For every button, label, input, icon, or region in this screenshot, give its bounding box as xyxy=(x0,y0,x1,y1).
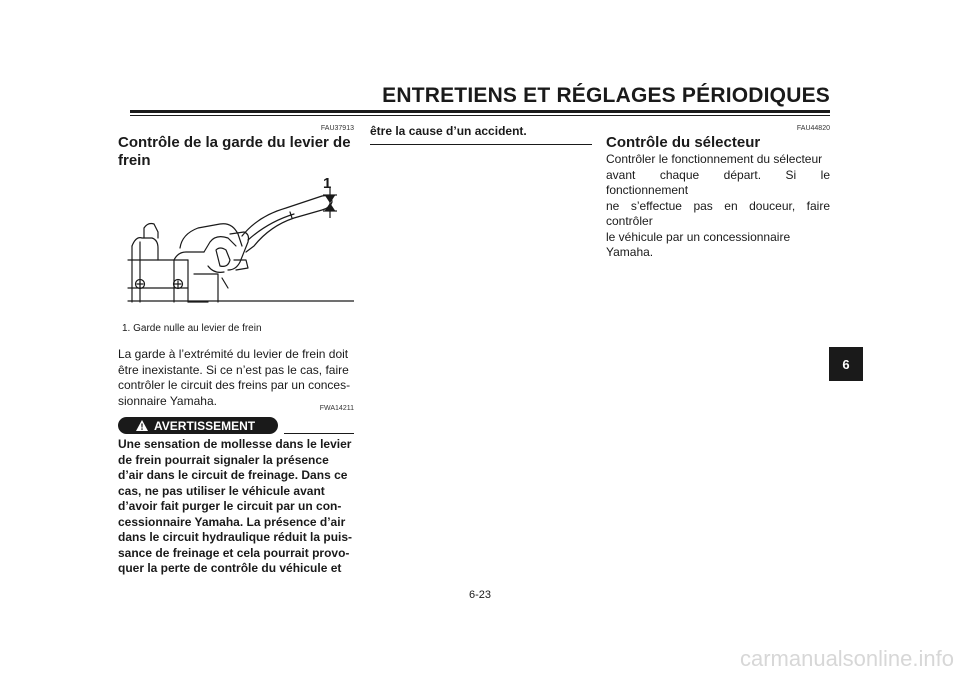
section-title-line: Contrôle de la garde du levier de xyxy=(118,134,351,151)
paragraph-line: contrôler le circuit des freins par un conces- xyxy=(118,378,351,392)
warning-code: FWA14211 xyxy=(319,405,354,412)
warning-end-rule xyxy=(370,144,592,145)
brake-lever-illustration xyxy=(118,176,354,318)
section-title-selector: Contrôle du sélecteur xyxy=(606,134,761,151)
header-rule-thin xyxy=(130,115,830,116)
warning-badge xyxy=(118,417,278,434)
page-header-title: ENTRETIENS ET RÉGLAGES PÉRIODIQUES xyxy=(382,84,830,107)
paragraph-line: avant chaque départ. Si le fonctionnement xyxy=(606,167,830,197)
paragraph-line: ne s’effectue pas en douceur, faire contrôler xyxy=(606,198,830,228)
page-number: 6-23 xyxy=(468,589,492,601)
paragraph-line: le véhicule par un concessionnaire xyxy=(606,229,791,244)
selector-paragraph xyxy=(606,152,830,261)
warning-line: cessionnaire Yamaha. La présence d’air xyxy=(118,514,346,529)
warning-line: quer la perte de contrôle du véhicule et xyxy=(118,561,342,575)
figure-caption: 1. Garde nulle au levier de frein xyxy=(122,323,262,334)
section-title-brake-lever xyxy=(118,134,354,170)
warning-label: AVERTISSEMENT xyxy=(154,418,256,433)
chapter-tab: 6 xyxy=(829,347,863,381)
warning-line: de frein pourrait signaler la présence xyxy=(118,452,329,467)
paragraph-line: être inexistante. Si ce n’est pas le cas, faire xyxy=(118,362,349,377)
section-code: FAU37913 xyxy=(320,125,354,132)
section-code: FAU44820 xyxy=(796,125,830,132)
warning-underline xyxy=(284,433,354,434)
paragraph-line: Yamaha. xyxy=(606,245,654,259)
section-title-line: frein xyxy=(118,152,151,169)
paragraph-line: sionnaire Yamaha. xyxy=(118,393,217,408)
figure-callout-number: 1 xyxy=(323,176,332,192)
warning-line: dans le circuit hydraulique réduit la puis- xyxy=(118,530,353,544)
warning-line: Une sensation de mollesse dans le levier xyxy=(118,437,352,451)
brake-paragraph xyxy=(118,347,354,409)
warning-continuation: être la cause d’un accident. xyxy=(370,124,527,138)
warning-text xyxy=(118,437,354,577)
warning-line: d’avoir fait purger le circuit par un con- xyxy=(118,499,342,513)
watermark: carmanualsonline.info xyxy=(739,646,954,671)
warning-line: cas, ne pas utiliser le véhicule avant xyxy=(118,483,325,498)
warning-line: sance de freinage et cela pourrait provo- xyxy=(118,545,350,560)
warning-triangle-icon xyxy=(136,420,148,431)
paragraph-line: Contrôler le fonctionnement du sélecteur xyxy=(606,152,823,166)
header-rule xyxy=(130,110,830,113)
paragraph-line: La garde à l’extrémité du levier de frein doit xyxy=(118,347,349,361)
warning-line: d’air dans le circuit de freinage. Dans ce xyxy=(118,468,348,482)
